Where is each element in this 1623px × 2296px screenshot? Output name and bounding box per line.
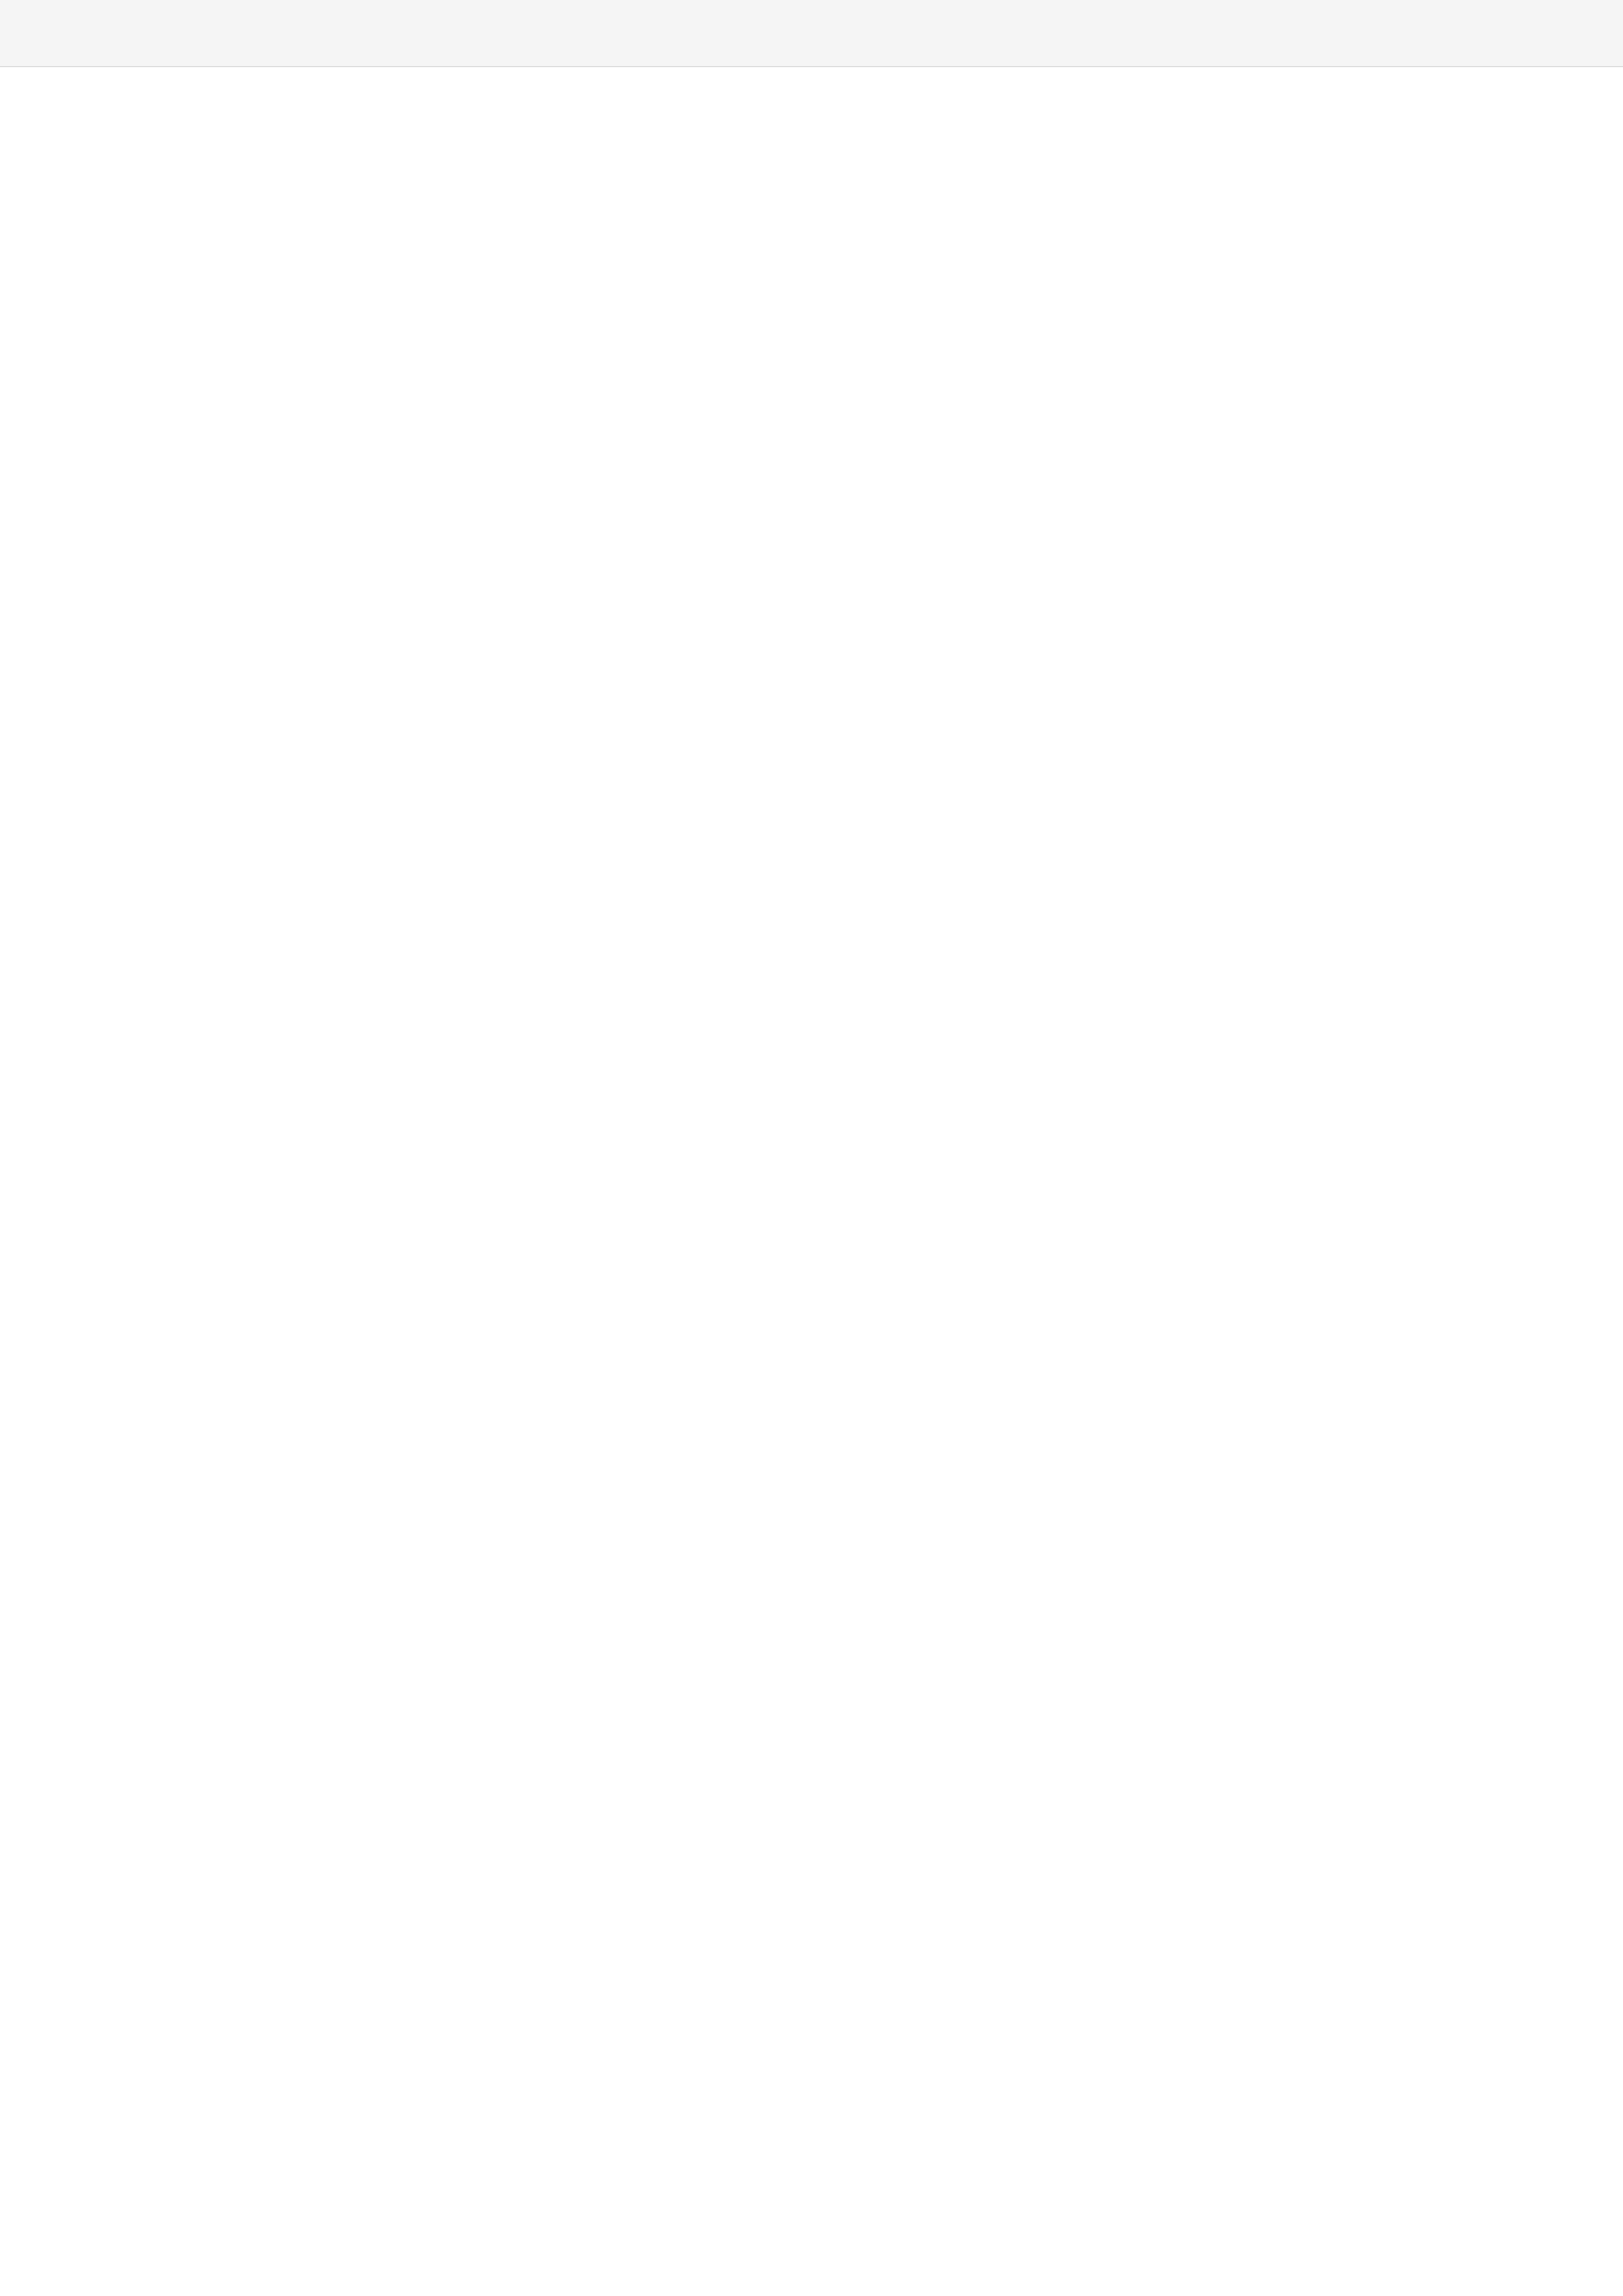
content-area <box>0 67 1623 2296</box>
title-bar <box>0 0 1623 67</box>
